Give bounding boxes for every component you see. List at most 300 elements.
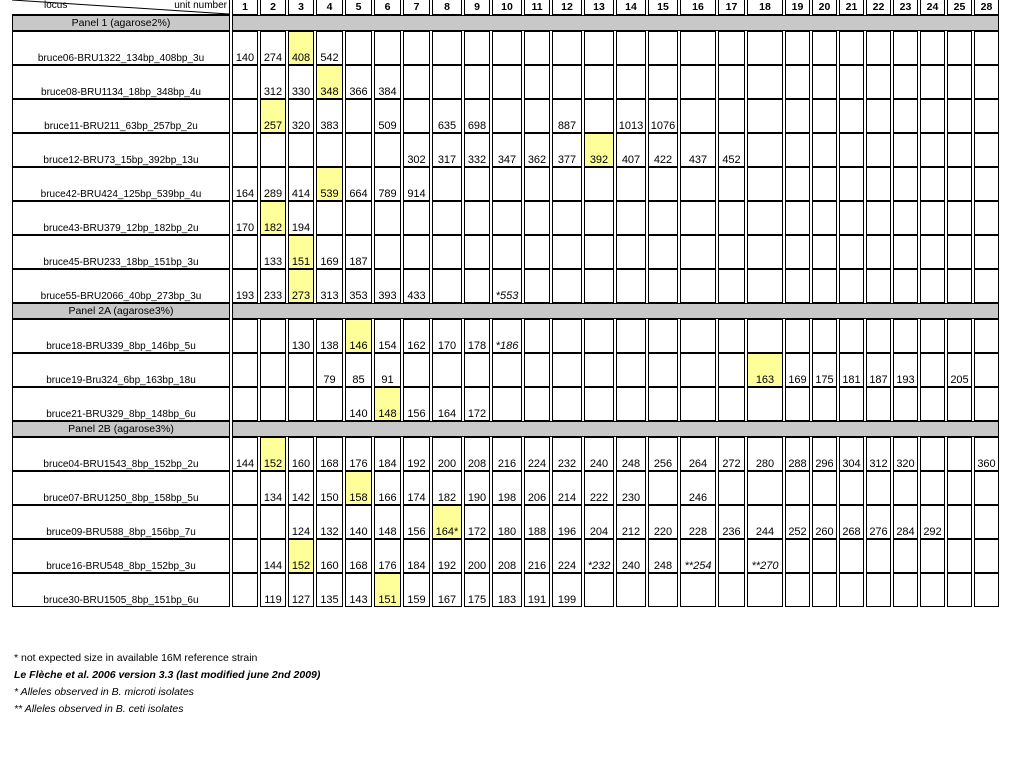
empty-cell xyxy=(812,471,837,505)
allele-size-cell: 264 xyxy=(680,437,716,471)
allele-size-cell: *186 xyxy=(492,319,522,353)
empty-cell xyxy=(893,65,918,99)
locus-name: bruce21-BRU329_8bp_148bp_6u xyxy=(12,387,230,421)
allele-size-cell: 159 xyxy=(403,573,430,607)
empty-cell xyxy=(785,133,810,167)
allele-size-cell: 182 xyxy=(432,471,462,505)
reference-allele-cell: 164* xyxy=(432,505,462,539)
allele-size-cell: 208 xyxy=(464,437,490,471)
empty-cell xyxy=(718,269,745,303)
allele-size-cell: 193 xyxy=(232,269,258,303)
empty-cell xyxy=(718,31,745,65)
empty-cell xyxy=(680,31,716,65)
empty-cell xyxy=(866,31,891,65)
footnotes xyxy=(14,650,320,718)
empty-cell xyxy=(680,99,716,133)
empty-cell xyxy=(616,235,646,269)
allele-size-cell: 140 xyxy=(345,505,372,539)
empty-cell xyxy=(718,319,745,353)
empty-cell xyxy=(492,235,522,269)
corner-header xyxy=(12,0,230,15)
unit-header: 12 xyxy=(552,0,582,15)
empty-cell xyxy=(866,65,891,99)
allele-size-cell: 119 xyxy=(260,573,286,607)
table-row xyxy=(12,505,999,539)
empty-cell xyxy=(552,387,582,421)
allele-size-table xyxy=(10,0,1001,607)
empty-cell xyxy=(584,31,614,65)
table-row xyxy=(12,353,999,387)
allele-size-cell: 260 xyxy=(812,505,837,539)
empty-cell xyxy=(524,201,550,235)
empty-cell xyxy=(232,505,258,539)
panel-title: Panel 2B (agarose3%) xyxy=(12,421,230,437)
unit-header: 6 xyxy=(374,0,401,15)
allele-size-cell: 664 xyxy=(345,167,372,201)
empty-cell xyxy=(584,573,614,607)
empty-cell xyxy=(718,65,745,99)
empty-cell xyxy=(747,31,783,65)
empty-cell xyxy=(648,201,678,235)
empty-cell xyxy=(947,99,972,133)
footnote-ceti: ** Alleles observed in B. ceti isolates xyxy=(14,703,184,715)
empty-cell xyxy=(839,201,864,235)
empty-cell xyxy=(492,31,522,65)
reference-allele-cell: 182 xyxy=(260,201,286,235)
empty-cell xyxy=(552,65,582,99)
allele-size-cell: 183 xyxy=(492,573,522,607)
empty-cell xyxy=(432,353,462,387)
allele-size-cell: 220 xyxy=(648,505,678,539)
footnote-microti: * Alleles observed in B. microti isolates xyxy=(14,686,194,698)
empty-cell xyxy=(839,99,864,133)
allele-size-cell: 164 xyxy=(432,387,462,421)
empty-cell xyxy=(584,353,614,387)
empty-cell xyxy=(316,387,343,421)
empty-cell xyxy=(866,573,891,607)
allele-size-cell: 332 xyxy=(464,133,490,167)
empty-cell xyxy=(374,235,401,269)
allele-size-cell: 256 xyxy=(648,437,678,471)
reference-allele-cell: 151 xyxy=(288,235,314,269)
unit-header: 9 xyxy=(464,0,490,15)
empty-cell xyxy=(747,133,783,167)
empty-cell xyxy=(839,31,864,65)
empty-cell xyxy=(920,201,945,235)
empty-cell xyxy=(947,235,972,269)
empty-cell xyxy=(747,201,783,235)
empty-cell xyxy=(866,167,891,201)
allele-size-cell: 433 xyxy=(403,269,430,303)
empty-cell xyxy=(345,31,372,65)
allele-size-cell: 166 xyxy=(374,471,401,505)
allele-size-cell: 187 xyxy=(345,235,372,269)
empty-cell xyxy=(584,235,614,269)
table-row xyxy=(12,573,999,607)
allele-size-cell: 377 xyxy=(552,133,582,167)
empty-cell xyxy=(812,133,837,167)
empty-cell xyxy=(345,201,372,235)
table-row xyxy=(12,65,999,99)
reference-allele-cell: 163 xyxy=(747,353,783,387)
allele-size-cell: 174 xyxy=(403,471,430,505)
allele-size-cell: 180 xyxy=(492,505,522,539)
empty-cell xyxy=(920,31,945,65)
allele-size-cell: 208 xyxy=(492,539,522,573)
empty-cell xyxy=(866,235,891,269)
allele-size-cell: 130 xyxy=(288,319,314,353)
empty-cell xyxy=(232,65,258,99)
empty-cell xyxy=(492,353,522,387)
empty-cell xyxy=(403,235,430,269)
empty-cell xyxy=(839,133,864,167)
empty-cell xyxy=(893,539,918,573)
empty-cell xyxy=(974,539,999,573)
empty-cell xyxy=(866,539,891,573)
allele-size-cell: 190 xyxy=(464,471,490,505)
panel-band xyxy=(232,421,999,437)
empty-cell xyxy=(812,387,837,421)
empty-cell xyxy=(403,353,430,387)
unit-header: 7 xyxy=(403,0,430,15)
empty-cell xyxy=(839,235,864,269)
empty-cell xyxy=(974,65,999,99)
unit-header: 22 xyxy=(866,0,891,15)
empty-cell xyxy=(785,99,810,133)
allele-size-cell: 312 xyxy=(866,437,891,471)
allele-size-cell: 134 xyxy=(260,471,286,505)
allele-size-cell: 138 xyxy=(316,319,343,353)
unit-header: 17 xyxy=(718,0,745,15)
allele-size-cell: 196 xyxy=(552,505,582,539)
panel-header-row xyxy=(12,421,999,437)
empty-cell xyxy=(839,65,864,99)
allele-size-cell: 224 xyxy=(552,539,582,573)
empty-cell xyxy=(288,133,314,167)
allele-size-cell: 248 xyxy=(616,437,646,471)
allele-size-cell: 214 xyxy=(552,471,582,505)
unit-header: 18 xyxy=(747,0,783,15)
empty-cell xyxy=(747,269,783,303)
empty-cell xyxy=(785,539,810,573)
empty-cell xyxy=(616,65,646,99)
allele-size-cell: 248 xyxy=(648,539,678,573)
allele-size-cell: 276 xyxy=(866,505,891,539)
empty-cell xyxy=(920,539,945,573)
table-row xyxy=(12,201,999,235)
empty-cell xyxy=(718,353,745,387)
table-row xyxy=(12,437,999,471)
empty-cell xyxy=(893,133,918,167)
locus-name: bruce42-BRU424_125bp_539bp_4u xyxy=(12,167,230,201)
empty-cell xyxy=(680,387,716,421)
unit-header: 16 xyxy=(680,0,716,15)
allele-size-cell: **254 xyxy=(680,539,716,573)
allele-size-cell: 169 xyxy=(785,353,810,387)
allele-size-cell: 437 xyxy=(680,133,716,167)
empty-cell xyxy=(492,167,522,201)
allele-size-cell: 175 xyxy=(812,353,837,387)
table-row xyxy=(12,269,999,303)
allele-size-cell: 124 xyxy=(288,505,314,539)
allele-size-cell: 246 xyxy=(680,471,716,505)
allele-size-cell: 184 xyxy=(374,437,401,471)
allele-size-cell: 284 xyxy=(893,505,918,539)
empty-cell xyxy=(680,573,716,607)
empty-cell xyxy=(524,65,550,99)
empty-cell xyxy=(920,269,945,303)
reference-allele-cell: 408 xyxy=(288,31,314,65)
empty-cell xyxy=(893,167,918,201)
empty-cell xyxy=(893,573,918,607)
empty-cell xyxy=(974,235,999,269)
allele-size-cell: 156 xyxy=(403,505,430,539)
allele-size-cell: **270 xyxy=(747,539,783,573)
empty-cell xyxy=(893,99,918,133)
allele-size-cell: 127 xyxy=(288,573,314,607)
table-row xyxy=(12,133,999,167)
allele-size-cell: 240 xyxy=(584,437,614,471)
empty-cell xyxy=(432,269,462,303)
empty-cell xyxy=(232,133,258,167)
empty-cell xyxy=(345,133,372,167)
allele-size-cell: 170 xyxy=(432,319,462,353)
empty-cell xyxy=(974,353,999,387)
reference-allele-cell: 146 xyxy=(345,319,372,353)
table-row xyxy=(12,471,999,505)
unit-header: 19 xyxy=(785,0,810,15)
empty-cell xyxy=(524,235,550,269)
empty-cell xyxy=(432,167,462,201)
allele-size-cell: 233 xyxy=(260,269,286,303)
empty-cell xyxy=(552,235,582,269)
empty-cell xyxy=(374,201,401,235)
allele-size-cell: 1076 xyxy=(648,99,678,133)
table-row xyxy=(12,99,999,133)
empty-cell xyxy=(920,319,945,353)
allele-size-cell: 132 xyxy=(316,505,343,539)
allele-size-cell: 160 xyxy=(316,539,343,573)
empty-cell xyxy=(288,387,314,421)
unit-header: 2 xyxy=(260,0,286,15)
allele-size-cell: 212 xyxy=(616,505,646,539)
allele-size-cell: 313 xyxy=(316,269,343,303)
allele-size-cell: 205 xyxy=(947,353,972,387)
empty-cell xyxy=(947,65,972,99)
empty-cell xyxy=(403,31,430,65)
empty-cell xyxy=(866,133,891,167)
empty-cell xyxy=(316,201,343,235)
empty-cell xyxy=(747,235,783,269)
empty-cell xyxy=(812,65,837,99)
empty-cell xyxy=(648,167,678,201)
allele-size-cell: 192 xyxy=(432,539,462,573)
empty-cell xyxy=(584,387,614,421)
reference-allele-cell: 348 xyxy=(316,65,343,99)
unit-header: 25 xyxy=(947,0,972,15)
empty-cell xyxy=(747,65,783,99)
empty-cell xyxy=(232,319,258,353)
empty-cell xyxy=(974,99,999,133)
empty-cell xyxy=(648,353,678,387)
empty-cell xyxy=(232,387,258,421)
empty-cell xyxy=(974,133,999,167)
allele-size-cell: 360 xyxy=(974,437,999,471)
empty-cell xyxy=(584,65,614,99)
allele-size-cell: 200 xyxy=(432,437,462,471)
empty-cell xyxy=(974,505,999,539)
empty-cell xyxy=(947,319,972,353)
allele-size-cell: 194 xyxy=(288,201,314,235)
empty-cell xyxy=(464,201,490,235)
empty-cell xyxy=(747,167,783,201)
unit-header: 13 xyxy=(584,0,614,15)
empty-cell xyxy=(648,65,678,99)
allele-size-cell: 228 xyxy=(680,505,716,539)
allele-size-cell: 296 xyxy=(812,437,837,471)
empty-cell xyxy=(616,167,646,201)
empty-cell xyxy=(718,99,745,133)
empty-cell xyxy=(680,65,716,99)
empty-cell xyxy=(718,167,745,201)
empty-cell xyxy=(974,471,999,505)
table-row xyxy=(12,235,999,269)
empty-cell xyxy=(974,201,999,235)
empty-cell xyxy=(316,133,343,167)
locus-name: bruce18-BRU339_8bp_146bp_5u xyxy=(12,319,230,353)
empty-cell xyxy=(492,201,522,235)
locus-name: bruce45-BRU233_18bp_151bp_3u xyxy=(12,235,230,269)
empty-cell xyxy=(616,573,646,607)
allele-size-cell: 509 xyxy=(374,99,401,133)
empty-cell xyxy=(747,387,783,421)
allele-size-cell: 216 xyxy=(492,437,522,471)
allele-size-cell: 169 xyxy=(316,235,343,269)
empty-cell xyxy=(403,65,430,99)
locus-name: bruce12-BRU73_15bp_392bp_13u xyxy=(12,133,230,167)
allele-size-cell: 160 xyxy=(288,437,314,471)
empty-cell xyxy=(893,319,918,353)
empty-cell xyxy=(464,31,490,65)
allele-size-cell: 244 xyxy=(747,505,783,539)
allele-size-cell: 79 xyxy=(316,353,343,387)
allele-size-cell: *553 xyxy=(492,269,522,303)
allele-size-cell: 252 xyxy=(785,505,810,539)
locus-name: bruce06-BRU1322_134bp_408bp_3u xyxy=(12,31,230,65)
empty-cell xyxy=(718,235,745,269)
empty-cell xyxy=(680,167,716,201)
table-row xyxy=(12,31,999,65)
empty-cell xyxy=(232,99,258,133)
allele-size-cell: 199 xyxy=(552,573,582,607)
empty-cell xyxy=(492,99,522,133)
empty-cell xyxy=(785,319,810,353)
allele-size-cell: 452 xyxy=(718,133,745,167)
allele-size-cell: 178 xyxy=(464,319,490,353)
reference-allele-cell: 148 xyxy=(374,387,401,421)
allele-size-cell: 187 xyxy=(866,353,891,387)
empty-cell xyxy=(920,133,945,167)
empty-cell xyxy=(584,167,614,201)
empty-cell xyxy=(552,353,582,387)
allele-size-cell: 330 xyxy=(288,65,314,99)
empty-cell xyxy=(947,387,972,421)
empty-cell xyxy=(718,471,745,505)
empty-cell xyxy=(584,201,614,235)
empty-cell xyxy=(680,269,716,303)
empty-cell xyxy=(866,387,891,421)
empty-cell xyxy=(974,573,999,607)
allele-size-cell: 236 xyxy=(718,505,745,539)
empty-cell xyxy=(947,573,972,607)
allele-size-cell: 206 xyxy=(524,471,550,505)
empty-cell xyxy=(464,167,490,201)
unit-header: 5 xyxy=(345,0,372,15)
empty-cell xyxy=(464,235,490,269)
empty-cell xyxy=(920,167,945,201)
empty-cell xyxy=(839,269,864,303)
allele-size-cell: 353 xyxy=(345,269,372,303)
allele-size-cell: 144 xyxy=(232,437,258,471)
empty-cell xyxy=(492,387,522,421)
empty-cell xyxy=(812,167,837,201)
panel-title: Panel 2A (agarose3%) xyxy=(12,303,230,319)
empty-cell xyxy=(584,99,614,133)
empty-cell xyxy=(812,201,837,235)
allele-size-cell: 414 xyxy=(288,167,314,201)
allele-size-cell: 887 xyxy=(552,99,582,133)
table-row xyxy=(12,167,999,201)
allele-size-cell: 164 xyxy=(232,167,258,201)
empty-cell xyxy=(232,235,258,269)
allele-size-cell: 914 xyxy=(403,167,430,201)
empty-cell xyxy=(785,201,810,235)
empty-cell xyxy=(524,319,550,353)
empty-cell xyxy=(616,387,646,421)
allele-size-cell: 167 xyxy=(432,573,462,607)
unit-header: 11 xyxy=(524,0,550,15)
allele-size-cell: 366 xyxy=(345,65,372,99)
empty-cell xyxy=(403,201,430,235)
empty-cell xyxy=(866,99,891,133)
reference-allele-cell: 152 xyxy=(260,437,286,471)
table-row xyxy=(12,539,999,573)
empty-cell xyxy=(974,167,999,201)
allele-size-cell: 268 xyxy=(839,505,864,539)
empty-cell xyxy=(866,269,891,303)
empty-cell xyxy=(812,235,837,269)
empty-cell xyxy=(839,573,864,607)
locus-name: bruce09-BRU588_8bp_156bp_7u xyxy=(12,505,230,539)
allele-size-cell: 393 xyxy=(374,269,401,303)
empty-cell xyxy=(524,269,550,303)
allele-size-cell: 280 xyxy=(747,437,783,471)
unit-header: 20 xyxy=(812,0,837,15)
allele-size-cell: *232 xyxy=(584,539,614,573)
empty-cell xyxy=(920,573,945,607)
unit-header: 14 xyxy=(616,0,646,15)
allele-size-cell: 135 xyxy=(316,573,343,607)
allele-size-cell: 91 xyxy=(374,353,401,387)
empty-cell xyxy=(920,99,945,133)
empty-cell xyxy=(785,269,810,303)
empty-cell xyxy=(947,437,972,471)
allele-size-cell: 198 xyxy=(492,471,522,505)
empty-cell xyxy=(616,319,646,353)
locus-name: bruce19-Bru324_6bp_163bp_18u xyxy=(12,353,230,387)
reference-allele-cell: 539 xyxy=(316,167,343,201)
allele-size-cell: 156 xyxy=(403,387,430,421)
